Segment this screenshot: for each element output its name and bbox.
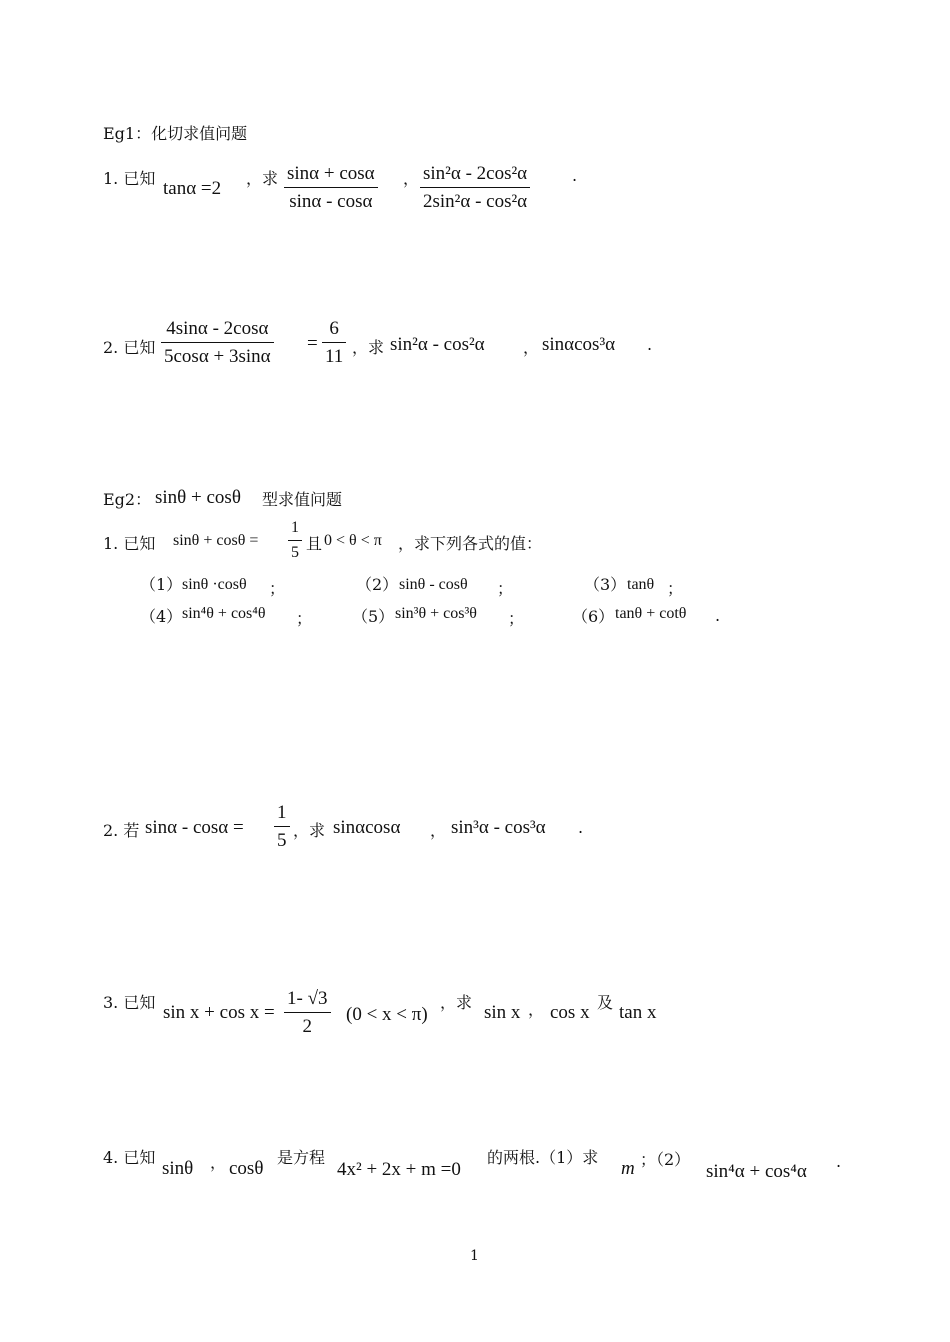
eg2-p1-condition: sinθ + cosθ = <box>173 532 259 549</box>
eg2-p4-label: 4. 已知 <box>103 1148 156 1167</box>
variable-m: m <box>621 1158 635 1179</box>
eg1-p2-label: 2. 已知 <box>103 338 156 357</box>
fraction-denominator: 2 <box>302 1016 312 1037</box>
eg2-item-6-expr: tanθ + cotθ <box>615 605 687 622</box>
eg2-item-4-end: ； <box>296 609 313 628</box>
eg2-item-4-expr: sin⁴θ + cos⁴θ <box>182 605 266 622</box>
eg2-item-2-expr: sinθ - cosθ <box>399 576 468 593</box>
eg2-p3-ask: ，求 <box>440 993 473 1012</box>
eg2-p2-end: . <box>578 818 584 837</box>
eg2-p1-ask: ，求下列各式的值： <box>398 534 543 553</box>
fraction-denominator: sinα - cosα <box>289 191 373 212</box>
eg2-item-1-number: （1） <box>140 575 183 594</box>
eg2-p2-expr-2: sin³α - cos³α <box>451 817 546 838</box>
eg1-p1-end: . <box>572 166 578 185</box>
eg1-p2-ask: ，求 <box>352 338 385 357</box>
eg2-p4-end: . <box>836 1152 842 1171</box>
fraction-denominator: 5cosα + 3sinα <box>164 346 271 367</box>
eg2-p3-expr-1: sin x <box>484 1002 521 1023</box>
eg2-item-6-end: . <box>715 606 721 625</box>
eg2-heading-expr: sinθ + cosθ <box>155 487 241 508</box>
eg2-p3-and: 及 <box>597 993 614 1012</box>
eg2-heading-prefix: Eg2： <box>103 490 152 509</box>
eg1-p1-fraction-2 <box>420 160 530 215</box>
eg2-p2-fraction <box>274 799 290 854</box>
eg2-p4-equation: 4x² + 2x + m =0 <box>337 1159 461 1180</box>
fraction-numerator: 1 <box>274 799 290 827</box>
eg2-p4-tail: 的两根.（1）求 <box>487 1148 599 1167</box>
eg2-item-1-end: ； <box>269 579 286 598</box>
eg1-p2-fraction <box>161 315 274 370</box>
eg2-p3-range: (0 < x < π) <box>346 1004 428 1025</box>
eg2-p2-label: 2. 若 <box>103 821 140 840</box>
eg2-p3-fraction <box>284 985 331 1040</box>
eg2-p4-part2: ；（2） <box>640 1150 691 1169</box>
eg1-p1-ask: ，求 <box>246 169 279 188</box>
eg2-p4-m <box>621 1158 635 1180</box>
eg2-item-6-number: （6） <box>572 607 615 626</box>
eg2-p3-expr-3: tan x <box>619 1002 657 1023</box>
eg2-item-3-expr: tanθ <box>627 576 655 593</box>
page-number: 1 <box>470 1248 479 1264</box>
eg1-p1-condition: tanα =2 <box>163 178 222 199</box>
eg2-p4-expr-3: sin⁴α + cos⁴α <box>706 1161 807 1182</box>
eg2-item-2-end: ； <box>497 579 514 598</box>
eg1-heading: Eg1：化切求值问题 <box>103 124 248 143</box>
eg2-p1-fraction <box>288 516 302 565</box>
fraction-numerator: 4sinα - 2cosα <box>161 315 274 343</box>
eg2-item-1-expr: sinθ ·cosθ <box>182 576 247 593</box>
eg2-item-4-number: （4） <box>140 607 183 626</box>
eg2-item-5-number: （5） <box>352 607 395 626</box>
eg2-p1-and: 且 <box>306 534 323 553</box>
fraction-numerator: 6 <box>322 315 346 343</box>
eg2-p3-sep: ， <box>528 1000 545 1019</box>
eg1-p1-label: 1. 已知 <box>103 169 156 188</box>
eg2-item-3-number: （3） <box>584 575 627 594</box>
eg2-p4-expr-1: sinθ <box>162 1158 194 1179</box>
eg1-p2-sep: ， <box>523 338 540 357</box>
eg1-p1-fraction-1 <box>284 160 378 215</box>
eg2-item-5-expr: sin³θ + cos³θ <box>395 605 477 622</box>
eg2-p2-expr-1: sinαcosα <box>333 817 401 838</box>
fraction-denominator: 5 <box>291 544 299 561</box>
fraction-numerator: 1- √3 <box>284 985 331 1013</box>
fraction-denominator: 11 <box>325 346 344 367</box>
eg2-item-5-end: ； <box>508 609 525 628</box>
eg1-p1-sep: ， <box>403 169 420 188</box>
eg2-p4-sep: ， <box>210 1153 227 1172</box>
eg2-item-2-number: （2） <box>356 575 399 594</box>
eg1-p2-end: . <box>647 335 653 354</box>
eg2-p3-condition: sin x + cos x = <box>163 1002 275 1023</box>
eg2-p3-label: 3. 已知 <box>103 993 156 1012</box>
eg2-p1-label: 1. 已知 <box>103 534 156 553</box>
eg2-p4-expr-2: cosθ <box>229 1158 264 1179</box>
eg2-p4-mid: 是方程 <box>277 1148 326 1167</box>
eg2-p2-condition: sinα - cosα = <box>145 817 244 838</box>
fraction-numerator: sin²α - 2cos²α <box>420 160 530 188</box>
eg1-p2-ratio <box>322 315 346 370</box>
fraction-numerator: 1 <box>288 516 302 541</box>
eg2-p2-ask: ，求 <box>293 821 326 840</box>
fraction-denominator: 2sin²α - cos²α <box>423 191 528 212</box>
eg2-item-3-end: ； <box>667 579 684 598</box>
fraction-numerator: sinα + cosα <box>284 160 378 188</box>
eg1-p2-expr-1: sin²α - cos²α <box>390 334 485 355</box>
fraction-denominator: 5 <box>277 830 287 851</box>
eg2-p3-expr-2: cos x <box>550 1002 590 1023</box>
eg1-p2-equals: = <box>307 333 318 354</box>
eg1-p2-expr-2: sinαcos³α <box>542 334 616 355</box>
eg2-p2-sep: ， <box>430 821 447 840</box>
eg2-heading-suffix: 型求值问题 <box>262 490 343 509</box>
eg2-p1-range: 0 < θ < π <box>324 532 382 549</box>
